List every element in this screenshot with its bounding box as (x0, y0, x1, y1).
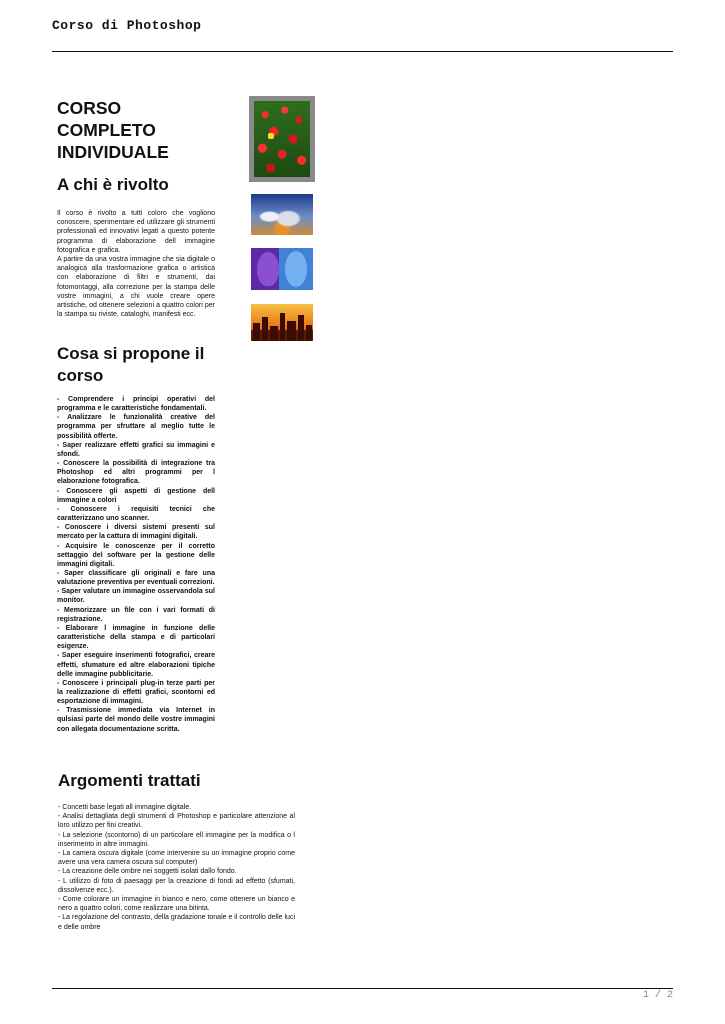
list-item: - Conoscere gli aspetti di gestione dell immagine a colori (57, 487, 215, 504)
list-item: - Conoscere i principali plug-in terze parti per la realizzazione di effetti grafici, scontorni ed esportazione di immagini. (57, 679, 215, 706)
list-item: - Elaborare l immagine in funzione delle caratteristiche della stampa e di particolari esigenze. (57, 624, 215, 651)
building (270, 326, 278, 341)
city-sunset-photo (251, 304, 313, 341)
building (280, 313, 285, 341)
sky-collage-photo (251, 194, 313, 235)
list-item: - Analizzare le funzionalità creative del programma per sfruttare al meglio tutte le possibilità offerte. (57, 414, 215, 440)
tulips-photo (249, 96, 315, 182)
section-heading-goals: Cosa si propone il corso (57, 344, 205, 385)
yellow-tulip (268, 133, 274, 139)
list-item: - Saper valutare un immagine osservandola sul monitor. (57, 588, 215, 605)
list-item: - Acquisire le conoscenze per il corretto settaggio del software per la gestione delle immagini digitali. (57, 542, 215, 568)
header-divider (52, 51, 673, 52)
list-item: - Conoscere i requisiti tecnici che caratterizzano uno scanner. (57, 505, 215, 523)
list-item: - La selezione (scontorno) di un particolare ell immagine per la modifica o l inserimento in altre immagini. (58, 831, 295, 848)
face-collage-photo (251, 248, 313, 290)
page-header-title: Corso di Photoshop (52, 18, 202, 33)
building (306, 325, 312, 341)
target-description (57, 209, 215, 319)
list-item: - Memorizzare un file con i vari formati di registrazione. (57, 606, 215, 623)
tulips-photo-inner (254, 101, 310, 177)
list-item: - Comprendere i principi operativi del programma e le caratteristiche fondamentali. (57, 396, 215, 413)
paragraph: A partire da una vostra immagine che sia digitale o analogica alla trasformazione grafica o artistica con elaborazione di filtri e strumenti, dai fotomontaggi, alla correzione per la stampa delle vostre immagini, a chi vuole creare opere artistiche, od ottenere selezioni a quattro colori per la stampa su riviste, cataloghi, manifesti ecc. (57, 256, 215, 319)
goals-list (57, 395, 215, 734)
list-item: - Saper classificare gli originali e fare una valutazione preventiva per eventuali correzioni. (57, 569, 215, 587)
course-title (57, 97, 227, 163)
course-title-line: INDIVIDUALE (57, 142, 169, 162)
list-item: - La camera oscura digitale (come intervenire su un immagine proprio come avere una vera camera oscura sul computer) (58, 850, 295, 867)
face-right (285, 251, 307, 287)
list-item: - Saper eseguire inserimenti fotografici, creare effetti, sfumature ed altre elaborazioni tipiche delle immagine pubblicitarie. (57, 652, 215, 678)
list-item: - Trasmissione immediata via Internet in qulsiasi parte del mondo delle vostre immagini con allegata documentazione scritta. (57, 707, 215, 733)
list-item: - Saper realizzare effetti grafici su immagini e sfondi. (57, 441, 215, 458)
topics-list (58, 803, 295, 932)
page-number: 1 / 2 (642, 990, 673, 1001)
list-item: - L utilizzo di foto di paesaggi per la creazione di fondi ad effetto (sfumati, dissolvenze ecc.). (58, 877, 295, 894)
list-item: - Conoscere la possibilità di integrazione tra Photoshop ed altri programmi per l elaborazione fotografica. (57, 460, 215, 486)
list-item: - La regolazione del contrasto, della gradazione tonale e il controllo delle luci e delle ombre (58, 914, 295, 931)
paragraph: Il corso è rivolto a tutti coloro che vogliono conoscere, sperimentare ed utilizzare gli strumenti professionali ed innovativi legati a questo potente programma di elaborazione dell immagine fotografica e grafica. (57, 210, 215, 254)
list-item: - Conoscere i diversi sistemi presenti sul mercato per la cattura di immagini digitali. (57, 524, 215, 541)
course-title-line: COMPLETO (57, 120, 156, 140)
building (253, 323, 260, 341)
section-heading-topics: Argomenti trattati (58, 771, 201, 790)
building (298, 315, 304, 341)
building (262, 317, 268, 341)
list-item: - Come colorare un immagine in bianco e nero, come ottenere un bianco e nero a quattro colori, come realizzare una bitinta. (58, 896, 295, 913)
list-item: - Concetti base legati all immagine digitale. (58, 804, 192, 811)
face-left (257, 252, 279, 286)
section-heading-target: A chi è rivolto (57, 175, 169, 194)
course-title-line: CORSO (57, 98, 122, 118)
footer-divider (52, 988, 673, 989)
list-item: - Analisi dettagliata degli strumenti di Photoshop e particolare attenzione al loro utilizzo per fini creativi. (58, 813, 295, 830)
building (287, 321, 296, 341)
list-item: - La creazione delle ombre nei soggetti isolati dallo fondo. (58, 868, 237, 876)
